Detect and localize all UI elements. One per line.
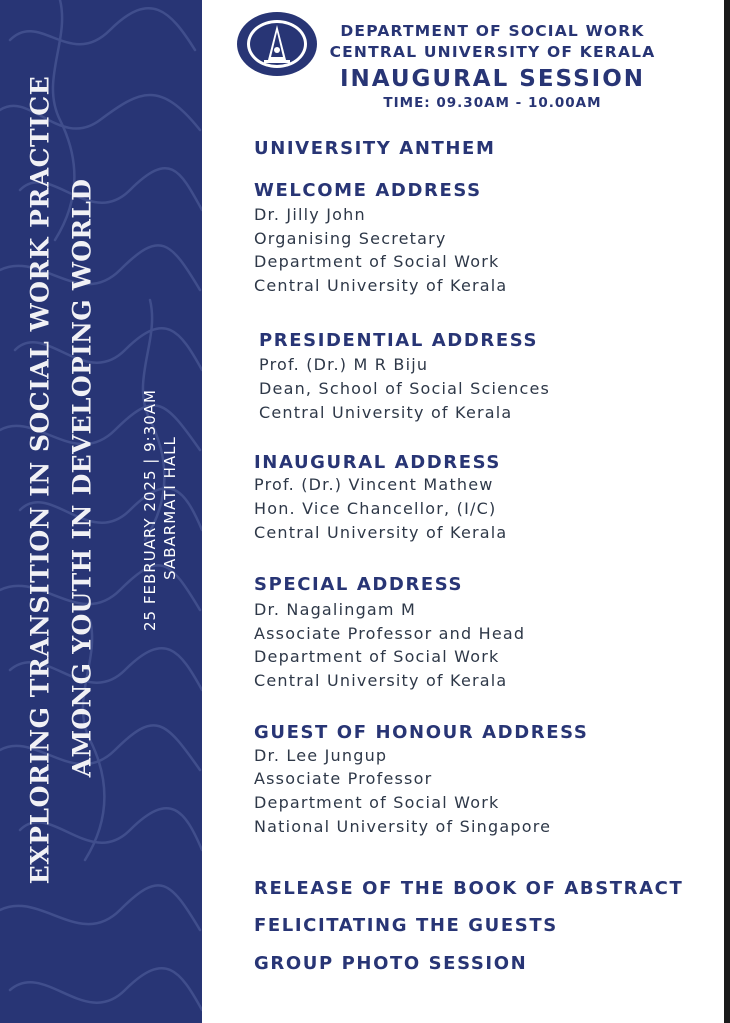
welcome-speaker-department: Department of Social Work: [254, 252, 500, 271]
guest-speaker-role: Associate Professor: [254, 769, 433, 788]
welcome-speaker-institution: Central University of Kerala: [254, 276, 508, 295]
welcome-speaker-role: Organising Secretary: [254, 229, 447, 248]
presidential-speaker-role: Dean, School of Social Sciences: [259, 379, 551, 398]
presidential-address-title: PRESIDENTIAL ADDRESS: [259, 330, 539, 351]
event-title-line-2: AMONG YOUTH IN DEVELOPING WORLD: [67, 178, 97, 778]
university-name: CENTRAL UNIVERSITY OF KERALA: [329, 43, 656, 61]
guest-speaker-institution: National University of Singapore: [254, 817, 552, 836]
department-name: DEPARTMENT OF SOCIAL WORK: [340, 22, 645, 40]
special-speaker-name: Dr. Nagalingam M: [254, 600, 417, 619]
guest-of-honour-title: GUEST OF HONOUR ADDRESS: [254, 722, 589, 743]
special-address-title: SPECIAL ADDRESS: [254, 574, 464, 595]
university-anthem: UNIVERSITY ANTHEM: [254, 138, 496, 159]
session-title: INAUGURAL SESSION: [339, 66, 646, 92]
event-venue: SABARMATI HALL: [161, 436, 179, 580]
special-speaker-department: Department of Social Work: [254, 647, 500, 666]
special-speaker-role: Associate Professor and Head: [254, 624, 526, 643]
side-panel: [0, 0, 202, 1023]
special-speaker-institution: Central University of Kerala: [254, 671, 508, 690]
right-border: [724, 0, 730, 1023]
university-seal-icon: [236, 10, 318, 78]
felicitation-item: FELICITATING THE GUESTS: [254, 915, 558, 936]
event-title-line-1: EXPLORING TRANSITION IN SOCIAL WORK PRACTICE: [25, 75, 55, 885]
presidential-speaker-name: Prof. (Dr.) M R Biju: [259, 355, 429, 374]
group-photo-item: GROUP PHOTO SESSION: [254, 953, 528, 974]
guest-speaker-name: Dr. Lee Jungup: [254, 746, 388, 765]
guest-speaker-department: Department of Social Work: [254, 793, 500, 812]
event-date: 25 FEBRUARY 2025 | 9:30AM: [141, 389, 159, 631]
welcome-speaker-name: Dr. Jilly John: [254, 205, 366, 224]
welcome-address-title: WELCOME ADDRESS: [254, 180, 482, 201]
book-release-item: RELEASE OF THE BOOK OF ABSTRACT: [254, 878, 684, 899]
presidential-speaker-institution: Central University of Kerala: [259, 403, 513, 422]
inaugural-speaker-name: Prof. (Dr.) Vincent Mathew: [254, 475, 494, 494]
inaugural-speaker-role: Hon. Vice Chancellor, (I/C): [254, 499, 497, 518]
inaugural-address-title: INAUGURAL ADDRESS: [254, 452, 501, 473]
session-time: TIME: 09.30AM - 10.00AM: [383, 95, 602, 111]
inaugural-speaker-institution: Central University of Kerala: [254, 523, 508, 542]
